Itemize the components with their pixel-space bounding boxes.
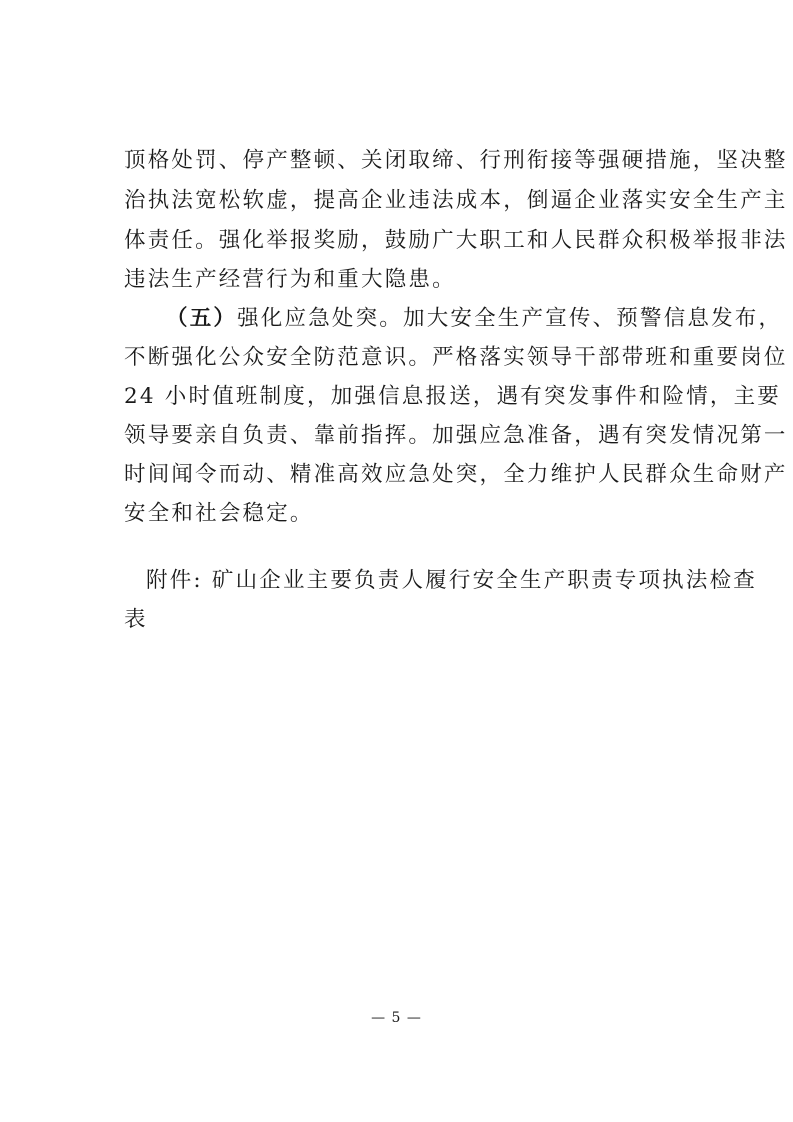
paragraph-line: 不断强化公众安全防范意识。严格落实领导干部带班和重要岗位	[124, 345, 788, 370]
paragraph-line: 安全和社会稳定。	[124, 501, 314, 526]
paragraph-line: 顶格处罚、停产整顿、关闭取缔、行刑衔接等强硬措施，坚决整	[124, 148, 788, 173]
section-tag: （五）	[166, 306, 238, 331]
section-5-first-line	[166, 306, 782, 332]
paragraph-line: 时间闻令而动、精准高效应急处突，全力维护人民群众生命财产	[124, 462, 788, 487]
paragraph-line: 24 小时值班制度，加强信息报送，遇有突发事件和险情，主要	[124, 384, 781, 409]
attachment-line: 附件: 矿山企业主要负责人履行安全生产职责专项执法检查	[146, 568, 757, 593]
paragraph-line: 违法生产经营行为和重大隐患。	[124, 267, 456, 292]
page-number: — 5 —	[371, 1010, 422, 1026]
paragraph-line: 领导要亲自负责、靠前指挥。加强应急准备，遇有突发情况第一	[124, 423, 788, 448]
attachment-line-continued: 表	[124, 607, 148, 632]
paragraph-line: 治执法宽松软虚，提高企业违法成本，倒逼企业落实安全生产主	[124, 188, 788, 213]
section-5-text: 强化应急处突。加大安全生产宣传、预警信息发布，	[237, 306, 783, 331]
paragraph-line: 体责任。强化举报奖励，鼓励广大职工和人民群众积极举报非法	[124, 228, 788, 253]
